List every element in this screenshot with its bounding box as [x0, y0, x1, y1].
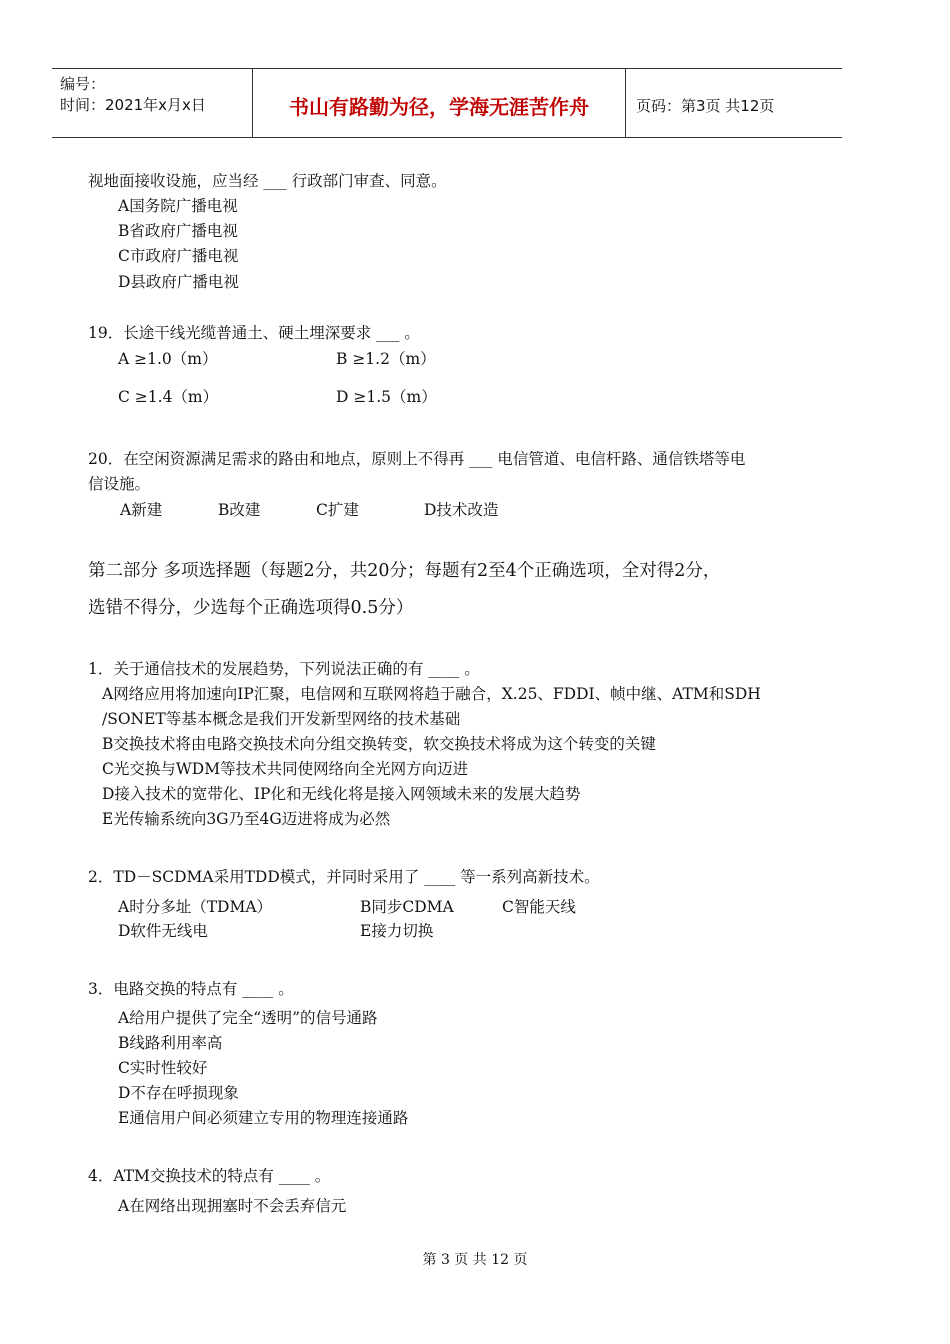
- m1-option-b: B交换技术将由电路交换技术向分组交换转变，软交换技术将成为这个转变的关键: [102, 735, 656, 753]
- q19-option-b: B ≥1.2（m）: [336, 350, 436, 368]
- m2-option-d: D软件无线电: [118, 922, 208, 940]
- m4-stem: 4．ATM交换技术的特点有 ____ 。: [88, 1167, 331, 1185]
- m3-option-d: D不存在呼损现象: [118, 1084, 239, 1102]
- page-header: [52, 68, 842, 138]
- q20-option-d: D技术改造: [424, 501, 499, 519]
- q20-option-a: A新建: [120, 501, 163, 519]
- m1-stem: 1．关于通信技术的发展趋势，下列说法正确的有 ____ 。: [88, 660, 480, 678]
- m3-option-b: B线路利用率高: [118, 1034, 223, 1052]
- m4-option-a: A在网络出现拥塞时不会丢弃信元: [118, 1197, 347, 1215]
- page-label: 页码：第3页 共12页: [636, 97, 775, 115]
- q19-option-c: C ≥1.4（m）: [118, 388, 219, 406]
- q20-line2: 信设施。: [88, 475, 151, 493]
- q20-option-c: C扩建: [316, 501, 359, 519]
- motto: 书山有路勤为径，学海无涯苦作舟: [289, 95, 589, 119]
- m1-option-c: C光交换与WDM等技术共同使网络向全光网方向迈进: [102, 760, 469, 778]
- q18-option-d: D县政府广播电视: [118, 273, 239, 291]
- m1-option-d: D接入技术的宽带化、IP化和无线化将是接入网领域未来的发展大趋势: [102, 785, 581, 803]
- m1-option-e: E光传输系统向3G乃至4G迈进将成为必然: [102, 810, 391, 828]
- m3-stem: 3．电路交换的特点有 ____ 。: [88, 980, 294, 998]
- q20-option-b: B改建: [218, 501, 261, 519]
- q20-line1: 20．在空闲资源满足需求的路由和地点，原则上不得再 ___ 电信管道、电信杆路、通信铁塔等电: [88, 450, 746, 468]
- m3-option-e: E通信用户间必须建立专用的物理连接通路: [118, 1109, 409, 1127]
- m2-stem: 2．TD－SCDMA采用TDD模式，并同时采用了 ____ 等一系列高新技术。: [88, 868, 600, 886]
- header-page-cell: [626, 69, 842, 137]
- m2-option-b: B同步CDMA: [360, 898, 454, 916]
- q19-option-a: A ≥1.0（m）: [118, 350, 218, 368]
- number-label: 编号：: [60, 75, 106, 93]
- time-label: 时间：2021年x月x日: [60, 96, 206, 114]
- part2-heading-line1: 第二部分 多项选择题（每题2分，共20分；每题有2至4个正确选项，全对得2分，: [88, 561, 721, 581]
- q19-option-d: D ≥1.5（m）: [336, 388, 437, 406]
- q18-tail-line: 视地面接收设施，应当经 ___ 行政部门审查、同意。: [88, 172, 447, 190]
- q18-option-c: C市政府广播电视: [118, 247, 239, 265]
- header-motto-cell: [253, 69, 626, 137]
- page-footer: 第 3 页 共 12 页: [422, 1252, 528, 1268]
- q19-stem: 19．长途干线光缆普通土、硬土埋深要求 ___ 。: [88, 324, 420, 342]
- m3-option-a: A给用户提供了完全“透明”的信号通路: [118, 1009, 378, 1027]
- part2-heading-line2: 选错不得分，少选每个正确选项得0.5分）: [88, 598, 414, 618]
- m2-option-e: E接力切换: [360, 922, 434, 940]
- m2-option-a: A时分多址（TDMA）: [118, 898, 273, 916]
- header-meta-cell: [52, 69, 253, 137]
- m1-option-a-line1: A网络应用将加速向IP汇聚，电信网和互联网将趋于融合，X.25、FDDI、帧中继、ATM和SDH: [102, 685, 761, 703]
- q18-option-a: A国务院广播电视: [118, 197, 238, 215]
- m1-option-a-line2: /SONET等基本概念是我们开发新型网络的技术基础: [102, 710, 461, 728]
- m3-option-c: C实时性较好: [118, 1059, 208, 1077]
- q18-option-b: B省政府广播电视: [118, 222, 238, 240]
- m2-option-c: C智能天线: [502, 898, 576, 916]
